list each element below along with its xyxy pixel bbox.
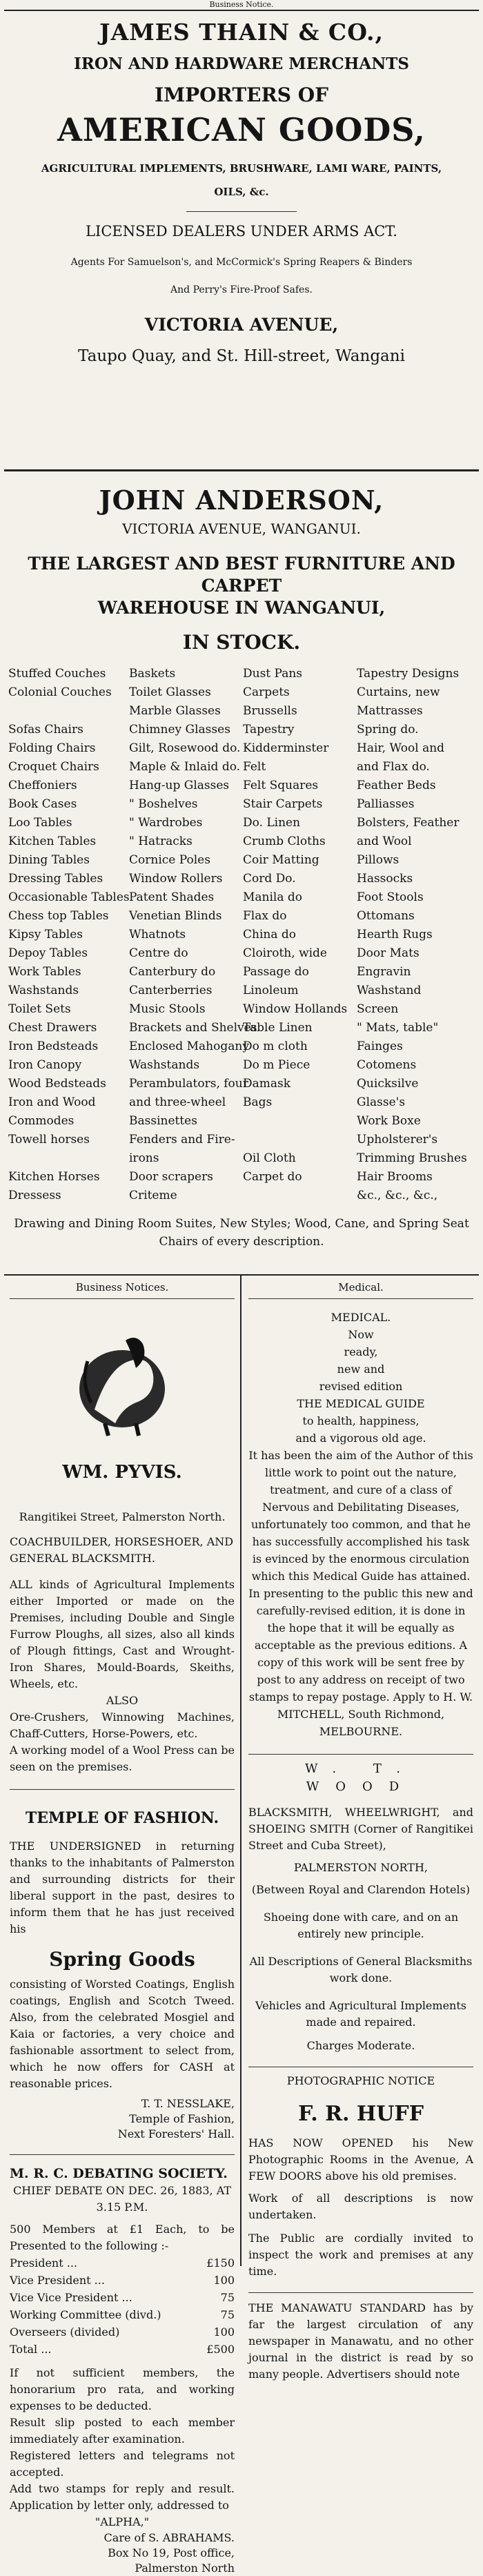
stock-item: Kidderminster: [243, 741, 329, 755]
anderson-victoria: VICTORIA AVENUE, WANGANUI.: [122, 520, 361, 537]
anderson-bottom: Drawing and Dining Room Suites, New Styles; Wood, Cane, and Spring Seat Chairs of every description.: [14, 1217, 469, 1249]
stock-item: Upholsterer's: [357, 1133, 438, 1146]
stock-item: &c., &c., &c.,: [357, 1189, 438, 1202]
stock-item: Towell horses: [8, 1133, 90, 1146]
stock-item: Flax do: [243, 909, 287, 923]
huff-public: The Public are cordially invited to inspect the work and premises at any time.: [248, 2232, 473, 2278]
stock-item: Iron and Wood: [8, 1095, 96, 1109]
spring-goods: Spring Goods: [49, 1948, 195, 1971]
stock-item: Ottomans: [357, 909, 415, 923]
stock-item: Sofas Chairs: [8, 723, 83, 736]
debate-body: Result slip posted to each member immediately after examination.: [10, 2416, 235, 2446]
pyvis-model: A working model of a Wool Press can be seen on the premises.: [10, 1744, 235, 1773]
stock-item: Whatnots: [129, 928, 186, 941]
prize-label: Vice President ...: [10, 2274, 105, 2287]
stock-item: Dust Pans: [243, 667, 303, 681]
pyvis-name: WM. PYVIS.: [62, 1462, 182, 1483]
stock-item: Loo Tables: [8, 816, 72, 830]
prize-value: £150: [206, 2256, 235, 2270]
stock-item: Dressing Tables: [8, 872, 103, 886]
stock-item: Window Rollers: [129, 872, 223, 886]
stock-item: Patent Shades: [129, 890, 215, 904]
stock-item: " Hatracks: [129, 835, 193, 848]
stock-item: Carpets: [243, 685, 290, 699]
top-notice: Business Notice.: [209, 0, 274, 9]
stock-item: Coir Matting: [243, 853, 319, 867]
stock-item: Quicksilve: [357, 1077, 419, 1091]
stock-item: Tapestry Designs: [357, 667, 460, 681]
stock-item: Palliasses: [357, 797, 415, 811]
debate-body: Add two stamps for reply and result. Application by letter only, addressed to: [10, 2482, 235, 2512]
stock-item: Canterbury do: [129, 965, 216, 979]
signature: Next Foresters' Hall.: [117, 2127, 235, 2140]
medical-line: MEDICAL.: [331, 1311, 391, 1324]
stock-item: Linoleum: [243, 984, 299, 997]
stock-item: Stuffed Couches: [8, 667, 106, 681]
huff-body: HAS NOW OPENED his New Photographic Rooms in the Avenue, A FEW DOORS above his old premises.: [248, 2136, 473, 2183]
stock-item: " Wardrobes: [129, 816, 203, 830]
stock-item: Cheffoniers: [8, 779, 77, 792]
blacksmith-all: All Descriptions of General Blacksmiths work done.: [249, 1955, 473, 1984]
stock-item: Maple & Inlaid do.: [129, 760, 241, 774]
thain-perry: And Perry's Fire-Proof Safes.: [170, 284, 313, 295]
stock-item: Dining Tables: [8, 853, 90, 867]
stock-item: Manila do: [243, 890, 303, 904]
anderson-advert: [4, 471, 479, 1269]
prize-value: 100: [213, 2274, 235, 2287]
stock-item: Venetian Blinds: [129, 909, 222, 923]
stock-item: Stair Carpets: [243, 797, 323, 811]
prize-label: Vice Vice President ...: [10, 2291, 132, 2304]
stock-item: Folding Chairs: [8, 741, 96, 755]
stock-item: Passage do: [243, 965, 309, 979]
prize-table: [10, 2254, 235, 2358]
prize-row: [10, 2341, 235, 2358]
stock-item: Centre do: [129, 946, 188, 960]
stock-item: and Wool: [357, 835, 412, 848]
alpha-address: Box No 19, Post office,: [108, 2546, 235, 2559]
stock-item: Washstands: [8, 984, 79, 997]
standard-notice: THE MANAWATU STANDARD has by far the largest circulation of any newspaper in Manawatu, and no other journal in the district is read by so many people. Advertisers should note: [248, 2301, 473, 2381]
stock-item: Washstand: [357, 984, 422, 997]
stock-item: [8, 1149, 129, 1168]
stock-item: Criteme: [129, 1189, 177, 1202]
wood-heading: W. T. WOOD: [305, 1762, 417, 1794]
stock-item: Iron Canopy: [8, 1058, 82, 1072]
signature: T. T. NESSLAKE,: [141, 2097, 235, 2110]
signature: Temple of Fashion,: [129, 2112, 235, 2125]
stock-item: Mattrasses: [357, 704, 423, 718]
anderson-largest: THE LARGEST AND BEST FURNITURE AND CARPET: [28, 554, 455, 596]
medical-line: ready,: [344, 1345, 378, 1358]
stock-item: Music Stools: [129, 1002, 206, 1016]
debate-body: Registered letters and telegrams not accepted.: [10, 2449, 235, 2479]
anderson-in-stock: IN STOCK.: [182, 631, 301, 654]
stock-item: Cord Do.: [243, 872, 296, 886]
divider: [10, 1789, 235, 1790]
stock-item: Do m Piece: [243, 1058, 310, 1072]
stock-item: Hair Brooms: [357, 1170, 433, 1184]
thain-advert: [4, 11, 479, 469]
stock-item: Work Boxe: [357, 1114, 421, 1128]
stock-item: Work Tables: [8, 965, 81, 979]
medical-body: It has been the aim of the Author of this little work to point out the nature, treatment, and cure of a class of Nervous and Debilitating Diseases, unfortunately too common, and that he has successfully accomplished his task is evinced by the enormous circulation which this Medical Guide has attained. In presenting to the public this new and carefully-revised edition, it is done in the hope that it will be equally as acceptable as the previous editions. A copy of this work will be sent free by post to any address on receipt of two stamps to repay postage. Apply to H. W. MITCHELL, South Richmond, MELBOURNE.: [248, 1449, 473, 1738]
stock-item: Hassocks: [357, 872, 413, 886]
left-header: Business Notices.: [10, 1276, 235, 1299]
blacksmith-shoe: Shoeing done with care, and on an entirely new principle.: [263, 1911, 459, 1940]
stock-item: Wood Bedsteads: [8, 1077, 106, 1091]
stock-item: Chest Drawers: [8, 1021, 97, 1035]
stock-column: [357, 665, 475, 1205]
prize-row: [10, 2323, 235, 2341]
prize-value: 75: [220, 2308, 235, 2321]
horse-engraving-icon: [67, 1320, 177, 1437]
two-columns: [4, 1276, 479, 2575]
stock-item: Damask: [243, 1077, 291, 1091]
stock-item: Curtains, new: [357, 685, 440, 699]
stock-item: Chess top Tables: [8, 909, 109, 923]
stock-item: Commodes: [8, 1114, 75, 1128]
thain-agri: AGRICULTURAL IMPLEMENTS, BRUSHWARE, LAMI WARE, PAINTS,: [41, 162, 442, 175]
stock-item: Kipsy Tables: [8, 928, 83, 941]
medical-line: to health, happiness,: [302, 1414, 420, 1427]
stock-item: Engravin: [357, 965, 411, 979]
medical-line: THE MEDICAL GUIDE: [297, 1397, 425, 1410]
huff-name: F. R. HUFF: [297, 2102, 424, 2126]
stock-item: Brussells: [243, 704, 297, 718]
stock-column: [243, 665, 357, 1205]
stock-item: " Mats, table": [357, 1021, 439, 1035]
stock-item: Dressess: [8, 1189, 61, 1202]
stock-item: and Flax do.: [357, 760, 430, 774]
stock-item: Book Cases: [8, 797, 77, 811]
stock-item: Marble Glasses: [129, 704, 221, 718]
stock-item: Hair, Wool and: [357, 741, 445, 755]
thain-agents: Agents For Samuelson's, and McCormick's Spring Reapers & Binders: [70, 257, 413, 268]
newspaper-page: [4, 0, 479, 2575]
prize-value: £500: [206, 2343, 235, 2356]
prize-row: [10, 2289, 235, 2306]
stock-item: Canterberries: [129, 984, 213, 997]
pyvis-address: Rangitikei Street, Palmerston North.: [19, 1510, 226, 1523]
medical-line: new and: [337, 1363, 385, 1376]
stock-item: Foot Stools: [357, 890, 424, 904]
thain-title: JAMES THAIN & CO.,: [99, 19, 384, 46]
stock-item: Colonial Couches: [8, 685, 112, 699]
photo-heading: PHOTOGRAPHIC NOTICE: [286, 2074, 435, 2087]
stock-item: Felt: [243, 760, 266, 774]
stock-list: [8, 665, 475, 1205]
stock-item: Bolsters, Feather: [357, 816, 460, 830]
stock-item: Enclosed Mahogany: [129, 1040, 249, 1053]
medical-heading: [248, 1309, 473, 1447]
stock-item: Door scrapers: [129, 1170, 213, 1184]
stock-item: Crumb Cloths: [243, 835, 326, 848]
stock-item: Cornice Poles: [129, 853, 210, 867]
alpha: "ALPHA,": [95, 2515, 150, 2528]
stock-item: Depoy Tables: [8, 946, 88, 960]
pyvis-body: ALL kinds of Agricultural Implements either Imported or made on the Premises, including Double and Single Furrow Ploughs, all sizes, also all kinds of Plough fittings, Cast and Wrought-Iron Shares, Mould-Boards, Skeiths, Wheels, etc.: [10, 1578, 235, 1690]
alpha-address: Palmerston North: [135, 2562, 235, 2575]
stock-item: Brackets and Shelves: [129, 1021, 257, 1035]
temple-body: THE UNDERSIGNED in returning thanks to the inhabitants of Palmerston and surrounding districts for their liberal support in the past, desires to inform them that he has just received his: [10, 1840, 235, 1935]
stock-item: [8, 702, 129, 721]
pyvis-coachbuilder: COACHBUILDER, HORSESHOER, AND GENERAL BLACKSMITH.: [10, 1535, 234, 1565]
stock-item: [243, 1187, 357, 1205]
anderson-warehouse: WAREHOUSE IN WANGANUI,: [97, 598, 386, 618]
stock-item: [243, 1112, 357, 1131]
temple-title: TEMPLE OF FASHION.: [25, 1809, 219, 1827]
stock-item: Croquet Chairs: [8, 760, 99, 774]
medical-line: and a vigorous old age.: [295, 1432, 426, 1445]
prize-row: [10, 2272, 235, 2289]
blacksmith-vehicles: Vehicles and Agricultural Implements made and repaired.: [255, 1999, 466, 2029]
stock-item: Bags: [243, 1095, 273, 1109]
medical-line: Now: [348, 1328, 374, 1341]
divider: [248, 2292, 473, 2293]
prize-label: Total ...: [10, 2343, 52, 2356]
stock-item: China do: [243, 928, 296, 941]
stock-column: [8, 665, 129, 1205]
stock-item: Toilet Glasses: [129, 685, 211, 699]
stock-item: Gilt, Rosewood do.: [129, 741, 241, 755]
thain-importers: IMPORTERS OF: [155, 84, 328, 106]
blacksmith-charges: Charges Moderate.: [306, 2039, 415, 2052]
stock-item: Trimming Brushes: [357, 1151, 467, 1165]
stock-item: Washstands: [129, 1058, 200, 1072]
stock-item: Chimney Glasses: [129, 723, 230, 736]
debate-title: M. R. C. DEBATING SOCIETY.: [10, 2166, 228, 2181]
stock-item: Occasionable Tables: [8, 890, 130, 904]
stock-item: Screen: [357, 1002, 399, 1016]
stock-item: Spring do.: [357, 723, 419, 736]
anderson-title: JOHN ANDERSON,: [99, 485, 384, 516]
prize-row: [10, 2254, 235, 2272]
prize-value: 100: [213, 2325, 235, 2339]
stock-item: and three-wheel: [129, 1095, 226, 1109]
stock-item: Fenders and Fire-: [129, 1133, 235, 1146]
stock-item: Hang-up Glasses: [129, 779, 230, 792]
alpha-address: Care of S. ABRAHAMS.: [103, 2531, 235, 2544]
stock-item: Perambulators, four: [129, 1077, 248, 1091]
divider: [186, 211, 297, 212]
stock-item: Do m cloth: [243, 1040, 308, 1053]
prize-label: Overseers (divided): [10, 2325, 120, 2339]
stock-item: Bassinettes: [129, 1114, 197, 1128]
stock-item: Hearth Rugs: [357, 928, 433, 941]
blacksmith-city: PALMERSTON NORTH,: [293, 1861, 428, 1874]
stock-item: Kitchen Tables: [8, 835, 97, 848]
debate-members: 500 Members at £1 Each, to be Presented to the following :-: [10, 2223, 235, 2252]
stock-item: Fainges: [357, 1040, 403, 1053]
stock-item: Oil Cloth: [243, 1151, 296, 1165]
stock-item: Carpet do: [243, 1170, 302, 1184]
blacksmith-body: BLACKSMITH, WHEELWRIGHT, and SHOEING SMITH (Corner of Rangitikei Street and Cuba Street),: [248, 1806, 473, 1852]
stock-item: Kitchen Horses: [8, 1170, 100, 1184]
left-column: [4, 1276, 241, 2575]
debate-body: If not sufficient members, the honorarium pro rata, and working expenses to be deducted.: [10, 2366, 235, 2412]
stock-item: [243, 1131, 357, 1149]
prize-label: Working Committee (divd.): [10, 2308, 161, 2321]
thain-american: AMERICAN GOODS,: [57, 111, 426, 148]
prize-row: [10, 2306, 235, 2323]
stock-item: Feather Beds: [357, 779, 436, 792]
stock-item: Toilet Sets: [8, 1002, 71, 1016]
pyvis-also: ALSO: [106, 1694, 139, 1707]
stock-item: Pillows: [357, 853, 400, 867]
thain-oils: OILS, &c.: [214, 186, 269, 198]
thain-victoria: VICTORIA AVENUE,: [144, 315, 339, 335]
stock-item: Glasse's: [357, 1095, 406, 1109]
right-header: Medical.: [248, 1276, 473, 1299]
stock-item: Baskets: [129, 667, 176, 681]
pyvis-also-text: Ore-Crushers, Winnowing Machines, Chaff-Cutters, Horse-Powers, etc.: [10, 1710, 235, 1740]
thain-taupo: Taupo Quay, and St. Hill-street, Wangani: [78, 347, 405, 365]
huff-work: Work of all descriptions is now undertaken.: [248, 2192, 473, 2221]
stock-item: Do. Linen: [243, 816, 301, 830]
thain-licensed: LICENSED DEALERS UNDER ARMS ACT.: [86, 223, 397, 240]
prize-value: 75: [220, 2291, 235, 2304]
medical-line: revised edition: [319, 1380, 403, 1393]
divider: [10, 2154, 235, 2155]
stock-item: irons: [129, 1151, 159, 1165]
stock-item: Cotomens: [357, 1058, 417, 1072]
blacksmith-between: (Between Royal and Clarendon Hotels): [251, 1883, 471, 1896]
right-column: [243, 1276, 479, 2381]
debate-subtitle: CHIEF DEBATE ON DEC. 26, 1883, AT 3.15 P.M.: [12, 2184, 232, 2214]
stock-item: Iron Bedsteads: [8, 1040, 99, 1053]
stock-item: Felt Squares: [243, 779, 319, 792]
stock-item: " Boshelves: [129, 797, 198, 811]
divider: [248, 1754, 473, 1755]
stock-item: Window Hollands: [243, 1002, 348, 1016]
stock-item: Tapestry: [243, 723, 295, 736]
prize-label: President ...: [10, 2256, 77, 2270]
stock-item: Table Linen: [243, 1021, 313, 1035]
stock-item: Cloiroth, wide: [243, 946, 327, 960]
thain-subtitle: IRON AND HARDWARE MERCHANTS: [74, 55, 409, 73]
spring-body: consisting of Worsted Coatings, English coatings, English and Scotch Tweed. Also, from the celebrated Mosgiel and Kaia or factories, a very choice and fashionable assortment to select from, which he now offers for CASH at reasonable prices.: [10, 1978, 235, 2090]
stock-item: Door Mats: [357, 946, 420, 960]
